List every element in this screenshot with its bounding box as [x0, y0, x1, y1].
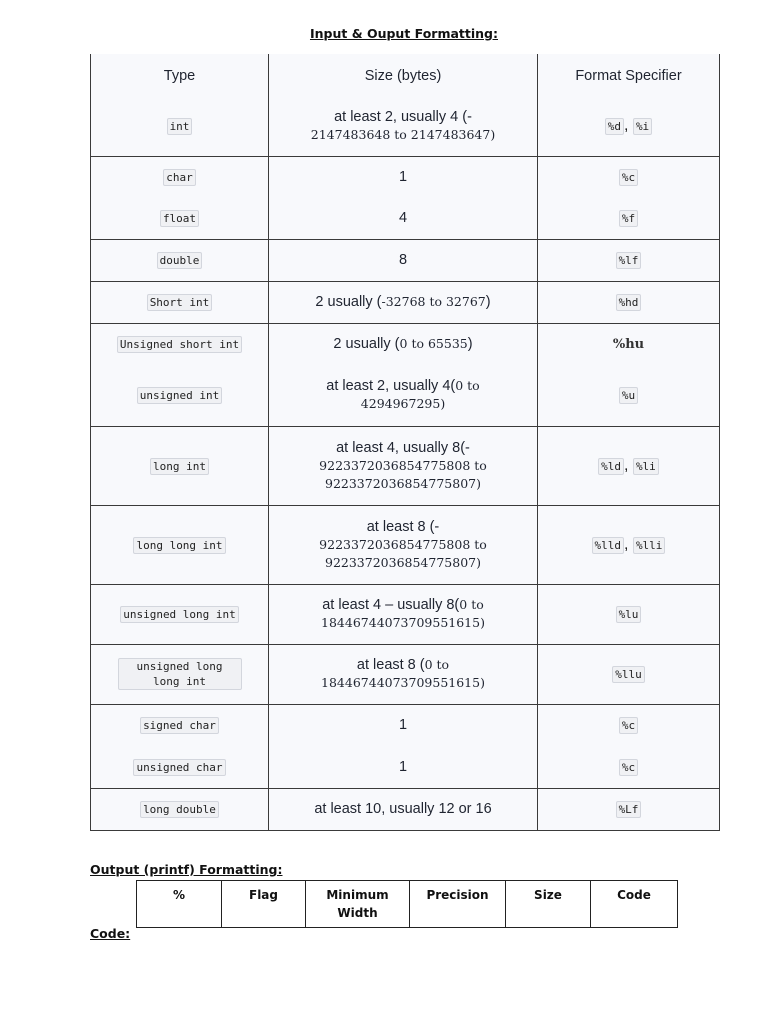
type-cell: unsigned long int	[120, 606, 239, 623]
output-section-title: Output (printf) Formatting:	[90, 862, 283, 877]
type-cell: Unsigned short int	[117, 336, 242, 353]
type-cell: long long int	[133, 537, 225, 554]
data-types-table	[90, 54, 720, 831]
format-cell: %i	[633, 118, 652, 135]
size-cell: 2 usually (	[315, 294, 382, 310]
type-cell: unsigned long long int	[118, 658, 242, 690]
format-cell: %ld	[598, 458, 624, 475]
printf-header-row	[137, 881, 678, 928]
format-cell: %d	[605, 118, 624, 135]
size-cell: 2 usually (	[333, 336, 400, 353]
format-cell: %f	[619, 210, 638, 227]
table-row: long long int at least 8 (- 9223372036854775808 to 9223372036854775807) %lld , %lli	[91, 505, 720, 584]
size-cell: 1	[398, 168, 408, 185]
size-cell: at least 2, usually 4(	[326, 378, 456, 395]
table-header-row	[91, 54, 720, 97]
size-cell: at least 4, usually 8(-	[336, 439, 470, 456]
size-range: -32768 to 32767	[381, 294, 486, 309]
format-cell: %li	[633, 458, 659, 475]
size-suffix: 9223372036854775807)	[325, 475, 481, 491]
type-cell: unsigned char	[133, 759, 225, 776]
header-size: Size (bytes)	[269, 54, 538, 97]
table-row: int at least 2, usually 4 (- 2147483648 to 2147483647) %d , %i	[91, 97, 720, 156]
printf-col-precision: Precision	[410, 881, 506, 928]
size-range: 2147483648 to 2147483647)	[310, 127, 496, 143]
format-cell: %lu	[616, 606, 642, 623]
size-range: 9223372036854775808 to	[319, 536, 487, 552]
format-cell: %lli	[633, 537, 666, 554]
format-cell: %lld	[592, 537, 625, 554]
type-cell: long double	[140, 801, 219, 818]
format-cell: %c	[619, 169, 638, 186]
printf-format-table	[136, 880, 678, 928]
table-row	[91, 281, 720, 323]
table-row	[91, 584, 720, 644]
size-cell: at least 2, usually 4 (-	[334, 109, 472, 126]
table-row	[91, 323, 720, 365]
size-cell: 4	[398, 209, 408, 226]
page-title: Input & Ouput Formatting:	[309, 26, 498, 41]
size-suffix: 9223372036854775807)	[325, 554, 481, 570]
format-cell: %hu	[612, 337, 645, 353]
size-suffix: 4294967295)	[360, 396, 446, 412]
type-cell: signed char	[140, 717, 219, 734]
size-range: 0 to	[455, 378, 480, 394]
table-row	[91, 788, 720, 830]
format-cell: %c	[619, 759, 638, 776]
size-suffix: 18446744073709551615)	[321, 615, 485, 630]
printf-col-code: Code	[591, 881, 678, 928]
size-range: 0 to 65535	[399, 336, 468, 352]
printf-col-flag: Flag	[222, 881, 306, 928]
type-cell: double	[157, 252, 203, 269]
printf-col-min-width: Minimum Width	[306, 881, 410, 928]
size-suffix: )	[467, 336, 473, 353]
table-row	[91, 644, 720, 704]
table-row	[91, 704, 720, 746]
format-cell: %u	[619, 387, 638, 404]
size-cell: at least 8 (-	[366, 518, 440, 535]
size-range: 0 to	[459, 597, 484, 612]
size-suffix: )	[485, 294, 491, 310]
type-cell: char	[163, 169, 196, 186]
format-cell: %Lf	[616, 801, 642, 818]
type-cell: unsigned int	[137, 387, 222, 404]
format-cell: %lf	[616, 252, 642, 269]
printf-col-percent: %	[137, 881, 222, 928]
size-cell: 1	[398, 717, 408, 734]
header-type: Type	[91, 54, 269, 97]
type-cell: Short int	[147, 294, 213, 311]
printf-col-size: Size	[506, 881, 591, 928]
type-cell: int	[167, 118, 193, 135]
type-cell: float	[160, 210, 199, 227]
table-row	[91, 156, 720, 197]
size-range: 0 to	[424, 657, 450, 672]
table-row	[91, 239, 720, 281]
format-cell: %hd	[616, 294, 642, 311]
table-row	[91, 365, 720, 426]
format-cell: %c	[619, 717, 638, 734]
header-format: Format Specifier	[538, 54, 720, 97]
type-cell: long int	[150, 458, 209, 475]
size-cell: at least 8 (	[356, 657, 425, 673]
size-cell: 8	[398, 252, 408, 268]
size-cell: 1	[398, 758, 408, 775]
table-row: long int at least 4, usually 8(- 9223372036854775808 to 9223372036854775807) %ld , %li	[91, 426, 720, 505]
code-label: Code:	[90, 926, 131, 941]
size-suffix: 18446744073709551615)	[321, 675, 485, 690]
table-row	[91, 197, 720, 239]
format-cell: %llu	[612, 666, 645, 683]
table-row	[91, 746, 720, 788]
size-cell: at least 10, usually 12 or 16	[314, 801, 492, 817]
size-cell: at least 4 – usually 8(	[322, 597, 460, 613]
size-range: 9223372036854775808 to	[319, 457, 487, 473]
